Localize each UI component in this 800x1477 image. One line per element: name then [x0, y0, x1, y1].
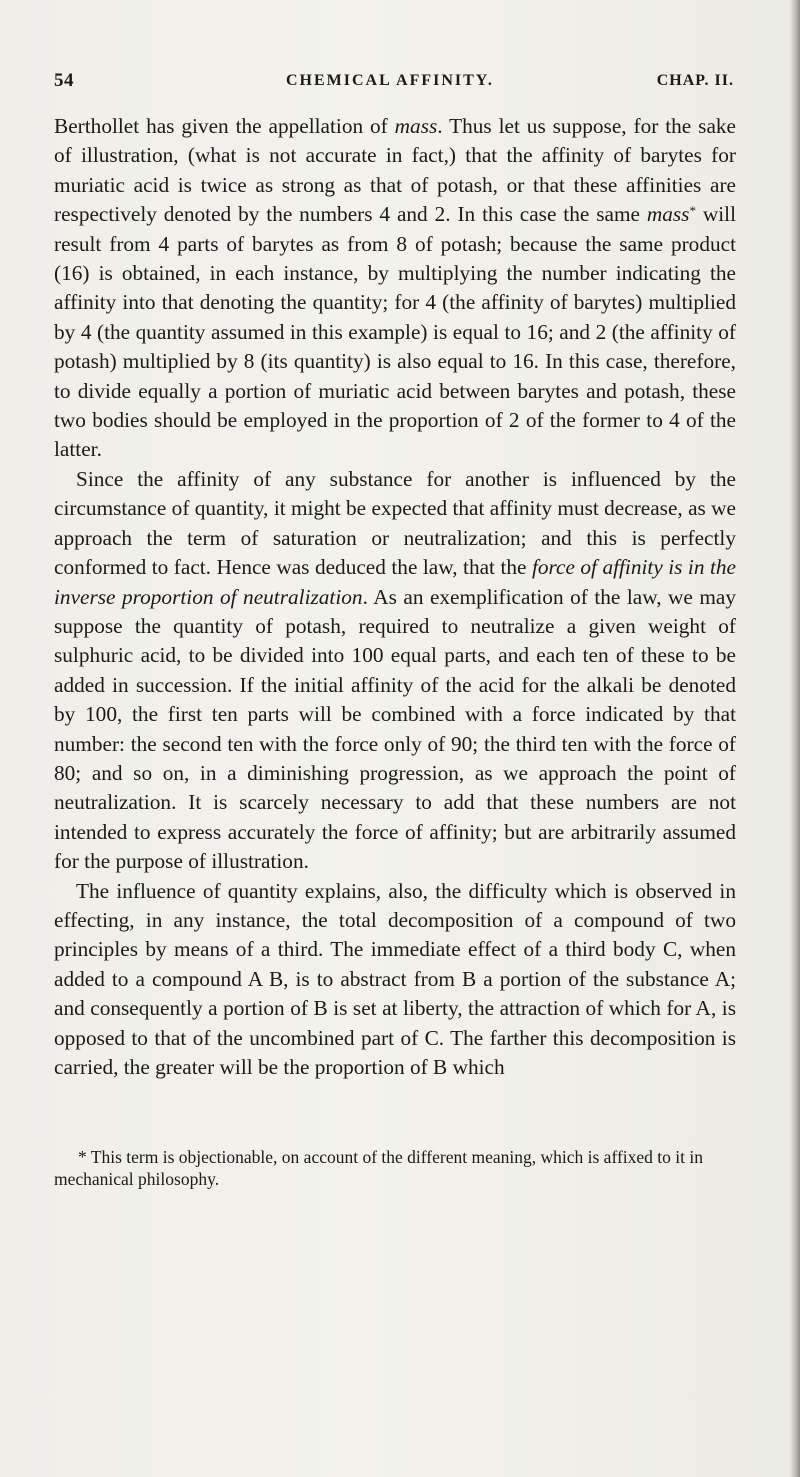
footnote-reference: * [689, 203, 696, 219]
body-text [54, 112, 736, 1082]
footnote-text: This term is objectionable, on account of the different meaning, which is affixed to it in mechanical philosophy. [54, 1147, 703, 1189]
page-edge-shadow [790, 0, 800, 1477]
footnote [54, 1146, 736, 1190]
emphasis-law: force of affinity is in the inverse proportion of neutralization [54, 555, 736, 609]
chapter-label: CHAP. II. [656, 72, 734, 89]
emphasis-mass-2: mass [646, 202, 690, 227]
page-number: 54 [54, 70, 74, 91]
running-title: CHEMICAL AFFINITY. [286, 72, 494, 89]
paragraph-3: The influence of quantity explains, also, the difficulty which is observed in effecting, in any instance, the total decomposition of a compound of two principles by means of a third. The immediate effect of a third body C, when added to a compound A B, is to abstract from B a portion of the substance A; and consequently a portion of B is set at liberty, the attraction of which for A, is opposed to that of the uncombined part of C. The farther this decomposition is carried, the greater will be the proportion of B which [54, 878, 736, 1079]
running-header [54, 70, 734, 98]
emphasis-mass: mass [394, 114, 438, 138]
paragraph-2: Since the affinity of any substance for another is influenced by the circumstance of quantity, it might be expected that affinity must decrease, as we approach the term of saturation or neutralization; and this is perfectly conformed to fact. Hence was deduced the law, that the force of affinity is in the inverse proportion of neutralization. As an exemplification of the law, we may suppose the quantity of potash, required to neutralize a given weight of sulphuric acid, to be divided into 100 equal parts, and each ten of these to be added in succession. If the initial affinity of the acid for the alkali be denoted by 100, the first ten parts will be combined with a force indicated by that number: the second ten with the force only of 90; the third ten with the force of 80; and so on, in a diminishing progression, as we approach the point of neutralization. It is scarcely necessary to add that these numbers are not intended to express accurately the force of affinity; but are arbitrarily assumed for the purpose of illustration. [54, 466, 736, 874]
footnote-mark: * [78, 1147, 87, 1167]
paragraph-1: Berthollet has given the appellation of mass. Thus let us suppose, for the sake of illustration, (what is not accurate in fact,) that the affinity of barytes for muriatic acid is twice as strong as that of potash, or that these affinities are respectively denoted by the numbers 4 and 2. In this case the same mass* will result from 4 parts of barytes as from 8 of potash; because the same product (16) is obtained, in each instance, by multiplying the number indicating the affinity into that denoting the quantity; for 4 (the affinity of barytes) multiplied by 4 (the quantity assumed in this example) is equal to 16; and 2 (the affinity of potash) multiplied by 8 (its quantity) is also equal to 16. In this case, therefore, to divide equally a portion of muriatic acid between barytes and potash, these two bodies should be employed in the proportion of 2 of the former to 4 of the latter. [54, 114, 736, 462]
